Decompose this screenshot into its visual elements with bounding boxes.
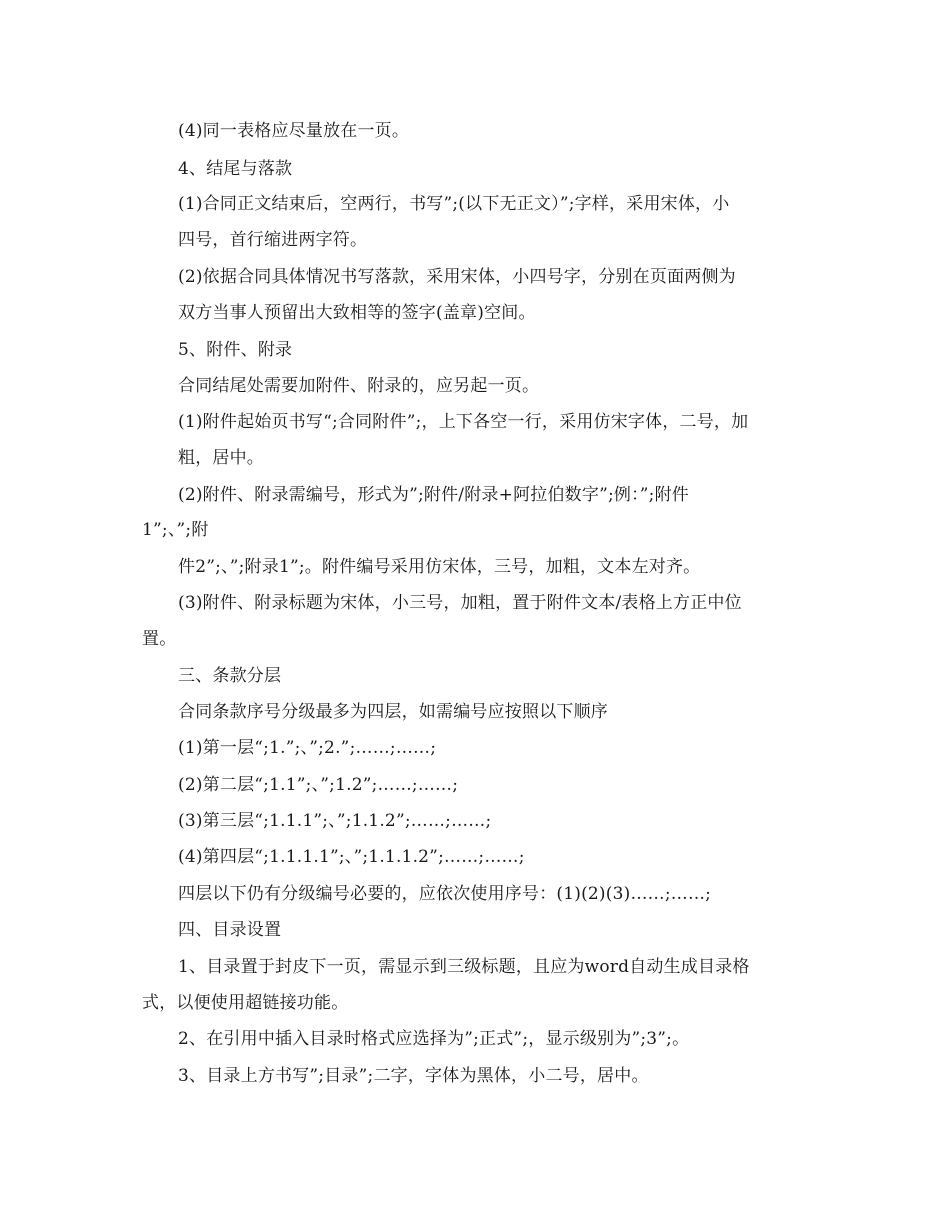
paragraph-line: (2)依据合同具体情况书写落款，采用宋体，小四号字，分别在页面两侧为 bbox=[178, 267, 736, 287]
paragraph-line: 四层以下仍有分级编号必要的，应依次使用序号：(1)(2)(3)……;……; bbox=[178, 884, 712, 904]
paragraph-line: 1、目录置于封皮下一页，需显示到三级标题，且应为word自动生成目录格 bbox=[178, 957, 750, 977]
paragraph-line: 双方当事人预留出大致相等的签字(盖章)空间。 bbox=[178, 303, 536, 323]
paragraph-line: (2)附件、附录需编号，形式为”;附件/附录+阿拉伯数字”;例：”;附件 bbox=[178, 485, 690, 505]
paragraph-line: (3)附件、附录标题为宋体，小三号，加粗，置于附件文本/表格上方正中位 bbox=[178, 593, 742, 613]
paragraph-line: 合同条款序号分级最多为四层，如需编号应按照以下顺序 bbox=[178, 702, 608, 722]
section-heading: 5、附件、附录 bbox=[178, 340, 293, 360]
paragraph-line: (1)附件起始页书写“;合同附件”;，上下各空一行，采用仿宋字体，二号，加 bbox=[178, 412, 749, 432]
paragraph-line: 合同结尾处需要加附件、附录的，应另起一页。 bbox=[178, 376, 540, 396]
section-heading: 4、结尾与落款 bbox=[178, 159, 293, 179]
paragraph-line: 2、在引用中插入目录时格式应选择为”;正式”;，显示级别为”;3”;。 bbox=[178, 1029, 690, 1049]
paragraph-line: 粗，居中。 bbox=[178, 448, 264, 468]
list-item: (2)第二层“;1.1”;、”;1.2”;……;……; bbox=[178, 775, 459, 795]
paragraph-line: 1”;、”;附 bbox=[142, 520, 209, 540]
list-item: (1)第一层“;1.”;、”;2.”;……;……; bbox=[178, 738, 437, 758]
paragraph-line: 四号，首行缩进两字符。 bbox=[178, 230, 368, 250]
list-item: (3)第三层“;1.1.1”;、”;1.1.2”;……;……; bbox=[178, 811, 492, 831]
paragraph-line: 件2”;、”;附录1”;。附件编号采用仿宋体，三号，加粗，文本左对齐。 bbox=[178, 557, 701, 577]
section-heading: 三、条款分层 bbox=[178, 666, 282, 686]
paragraph-line: (1)合同正文结束后，空两行，书写”;(以下无正文）”;字样，采用宋体，小 bbox=[178, 194, 730, 214]
paragraph-line: 式，以便使用超链接功能。 bbox=[142, 993, 349, 1013]
paragraph-line: 置。 bbox=[142, 629, 177, 649]
section-heading: 四、目录设置 bbox=[178, 920, 282, 940]
paragraph-line: (4)同一表格应尽量放在一页。 bbox=[178, 121, 410, 141]
paragraph-line: 3、目录上方书写”;目录”;二字，字体为黑体，小二号，居中。 bbox=[178, 1066, 649, 1086]
list-item: (4)第四层“;1.1.1.1”;、”;1.1.1.2”;……;……; bbox=[178, 847, 525, 867]
